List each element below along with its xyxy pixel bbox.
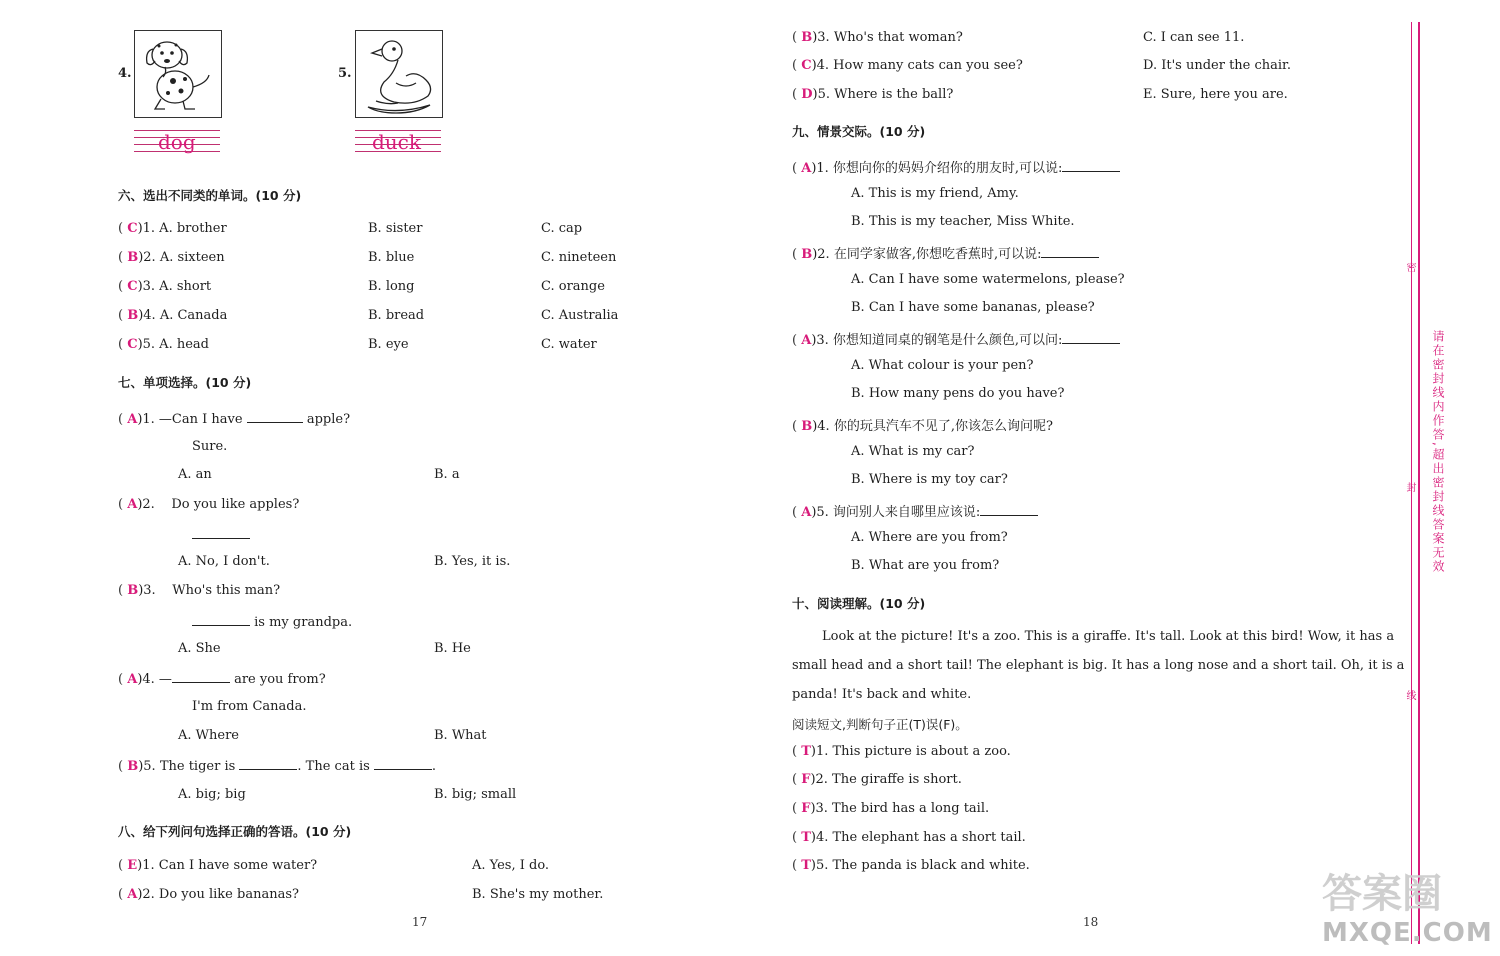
s7-q5: ( B)5. The tiger is . The cat is .: [118, 759, 437, 774]
s6-q5-answer: C: [127, 337, 138, 352]
s7-q1-answer: A: [127, 412, 138, 427]
passage-line-3: panda! It's back and white.: [792, 687, 972, 702]
s10-q4-answer: T: [801, 830, 811, 845]
s6-q1-option-c: C. cap: [541, 221, 583, 236]
s6-q3: ( C)3. A. short: [118, 279, 212, 294]
s7-q2-answer: A: [127, 497, 138, 512]
s6-q3-answer: C: [127, 279, 138, 294]
s7-q3: ( B)3. Who's this man?: [118, 583, 281, 598]
s7-q4-option-b: B. What: [434, 728, 487, 743]
s7-q2-response-blank: [192, 526, 250, 543]
s10-q5-answer: T: [801, 858, 811, 873]
s6-q2-answer: B: [127, 250, 139, 265]
s8-q4: ( C)4. How many cats can you see?: [792, 58, 1023, 73]
s7-q3-response: is my grandpa.: [192, 613, 352, 630]
seal-mark-mi: 密: [1404, 262, 1415, 274]
s7-q4-option-a: A. Where: [178, 728, 239, 743]
s7-q2: ( A)2. Do you like apples?: [118, 497, 300, 512]
s8-option-e: E. Sure, here you are.: [1143, 87, 1288, 102]
s8-q4-answer: C: [801, 58, 812, 73]
s8-q2: ( A)2. Do you like bananas?: [118, 887, 299, 902]
s7-q1-option-b: B. a: [434, 467, 460, 482]
s6-q4-option-b: B. bread: [368, 308, 425, 323]
section-6-title: 六、选出不同类的单词。(10 分): [118, 188, 302, 203]
s9-q1-answer: A: [801, 161, 812, 176]
s9-q1-option-a: A. This is my friend, Amy.: [851, 186, 1019, 201]
duck-answer-word: duck: [372, 130, 422, 154]
picture-4-number: 4.: [118, 66, 132, 81]
page-number-left: 17: [412, 915, 428, 929]
s8-option-d: D. It's under the chair.: [1143, 58, 1291, 73]
passage-line-1: Look at the picture! It's a zoo. This is a giraffe. It's tall. Look at this bird! Wow, it has a: [822, 629, 1395, 644]
s7-q4: ( A)4. — are you from?: [118, 672, 326, 687]
dog-picture: [134, 30, 222, 118]
s10-q1: ( T)1. This picture is about a zoo.: [792, 744, 1011, 759]
s9-q4-answer: B: [801, 419, 813, 434]
s6-q3-option-c: C. orange: [541, 279, 605, 294]
s6-q2-option-c: C. nineteen: [541, 250, 617, 265]
s9-q2-option-a: A. Can I have some watermelons, please?: [851, 272, 1125, 287]
section-9-title: 九、情景交际。(10 分): [792, 124, 926, 139]
dog-icon: [135, 31, 221, 117]
s7-q5-option-a: A. big; big: [178, 787, 246, 802]
s10-q3: ( F)3. The bird has a long tail.: [792, 801, 990, 816]
s9-q4: ( B)4. 你的玩具汽车不见了,你该怎么询问呢?: [792, 419, 1053, 434]
s9-q5-option-b: B. What are you from?: [851, 558, 1000, 573]
s9-q3-answer: A: [801, 333, 812, 348]
section-8-title: 八、给下列问句选择正确的答语。(10 分): [118, 824, 352, 839]
duck-icon: [356, 31, 442, 117]
s6-q4-answer: B: [127, 308, 139, 323]
picture-5-number: 5.: [338, 66, 352, 81]
s6-q1-option-b: B. sister: [368, 221, 423, 236]
s9-q5-answer: A: [801, 505, 812, 520]
section-7-title: 七、单项选择。(10 分): [118, 375, 252, 390]
s7-q5-option-b: B. big; small: [434, 787, 517, 802]
s7-q3-option-b: B. He: [434, 641, 471, 656]
s6-q1-answer: C: [127, 221, 138, 236]
seal-line-notice: 请在密封线内作答,超出密封线答案无效: [1431, 330, 1445, 574]
s8-q1-answer: E: [127, 858, 138, 873]
seal-mark-xian: 线: [1404, 690, 1415, 702]
watermark-logo: 答案圈: [1322, 871, 1442, 917]
s6-q2: ( B)2. A. sixteen: [118, 250, 225, 265]
s10-q1-answer: T: [801, 744, 811, 759]
s6-q5-option-b: B. eye: [368, 337, 409, 352]
s7-q3-option-a: A. She: [178, 641, 221, 656]
s7-q2-option-b: B. Yes, it is.: [434, 554, 511, 569]
seal-line-inner: [1418, 22, 1420, 944]
s10-q2: ( F)2. The giraffe is short.: [792, 772, 962, 787]
s10-q4: ( T)4. The elephant has a short tail.: [792, 830, 1026, 845]
s10-q3-answer: F: [801, 801, 811, 816]
s8-q3-answer: B: [801, 30, 813, 45]
s7-q3-answer: B: [127, 583, 139, 598]
seal-mark-feng: 封: [1404, 482, 1415, 494]
s8-option-b: B. She's my mother.: [472, 887, 604, 902]
s7-q1: ( A)1. —Can I have apple?: [118, 412, 351, 427]
s6-q3-option-b: B. long: [368, 279, 415, 294]
reading-instruction: 阅读短文,判断句子正(T)误(F)。: [792, 717, 968, 732]
s8-option-a: A. Yes, I do.: [472, 858, 550, 873]
s9-q2-answer: B: [801, 247, 813, 262]
s7-q5-answer: B: [127, 759, 139, 774]
s9-q3: ( A)3. 你想知道同桌的钢笔是什么颜色,可以问:: [792, 329, 1120, 348]
s9-q1-option-b: B. This is my teacher, Miss White.: [851, 214, 1075, 229]
duck-picture: [355, 30, 443, 118]
s8-q5-answer: D: [801, 87, 813, 102]
s9-q2-option-b: B. Can I have some bananas, please?: [851, 300, 1095, 315]
s9-q3-option-b: B. How many pens do you have?: [851, 386, 1065, 401]
s6-q4: ( B)4. A. Canada: [118, 308, 228, 323]
s6-q5: ( C)5. A. head: [118, 337, 209, 352]
s9-q4-option-b: B. Where is my toy car?: [851, 472, 1008, 487]
s9-q5: ( A)5. 询问别人来自哪里应该说:: [792, 501, 1038, 520]
s8-q1: ( E)1. Can I have some water?: [118, 858, 318, 873]
passage-line-2: small head and a short tail! The elephant is big. It has a long nose and a short tail. Oh, it is a: [792, 658, 1405, 673]
watermark-url: MXQE.COM: [1322, 918, 1493, 948]
s6-q1: ( C)1. A. brother: [118, 221, 227, 236]
s9-q5-option-a: A. Where are you from?: [851, 530, 1008, 545]
s10-q5: ( T)5. The panda is black and white.: [792, 858, 1030, 873]
s8-q2-answer: A: [127, 887, 138, 902]
s8-option-c: C. I can see 11.: [1143, 30, 1245, 45]
section-10-title: 十、阅读理解。(10 分): [792, 596, 926, 611]
s7-q1-option-a: A. an: [178, 467, 212, 482]
dog-answer-word: dog: [158, 130, 196, 154]
page-number-right: 18: [1083, 915, 1099, 929]
s8-q3: ( B)3. Who's that woman?: [792, 30, 963, 45]
s9-q3-option-a: A. What colour is your pen?: [851, 358, 1034, 373]
s8-q5: ( D)5. Where is the ball?: [792, 87, 954, 102]
s9-q1: ( A)1. 你想向你的妈妈介绍你的朋友时,可以说:: [792, 157, 1120, 176]
s10-q2-answer: F: [801, 772, 811, 787]
s7-q4-answer: A: [127, 672, 138, 687]
s6-q5-option-c: C. water: [541, 337, 597, 352]
s9-q4-option-a: A. What is my car?: [851, 444, 975, 459]
s6-q2-option-b: B. blue: [368, 250, 415, 265]
s9-q2: ( B)2. 在同学家做客,你想吃香蕉时,可以说:: [792, 243, 1099, 262]
s6-q4-option-c: C. Australia: [541, 308, 619, 323]
s7-q2-option-a: A. No, I don't.: [178, 554, 270, 569]
s7-q4-response: I'm from Canada.: [192, 699, 307, 714]
s7-q1-response: Sure.: [192, 439, 228, 454]
